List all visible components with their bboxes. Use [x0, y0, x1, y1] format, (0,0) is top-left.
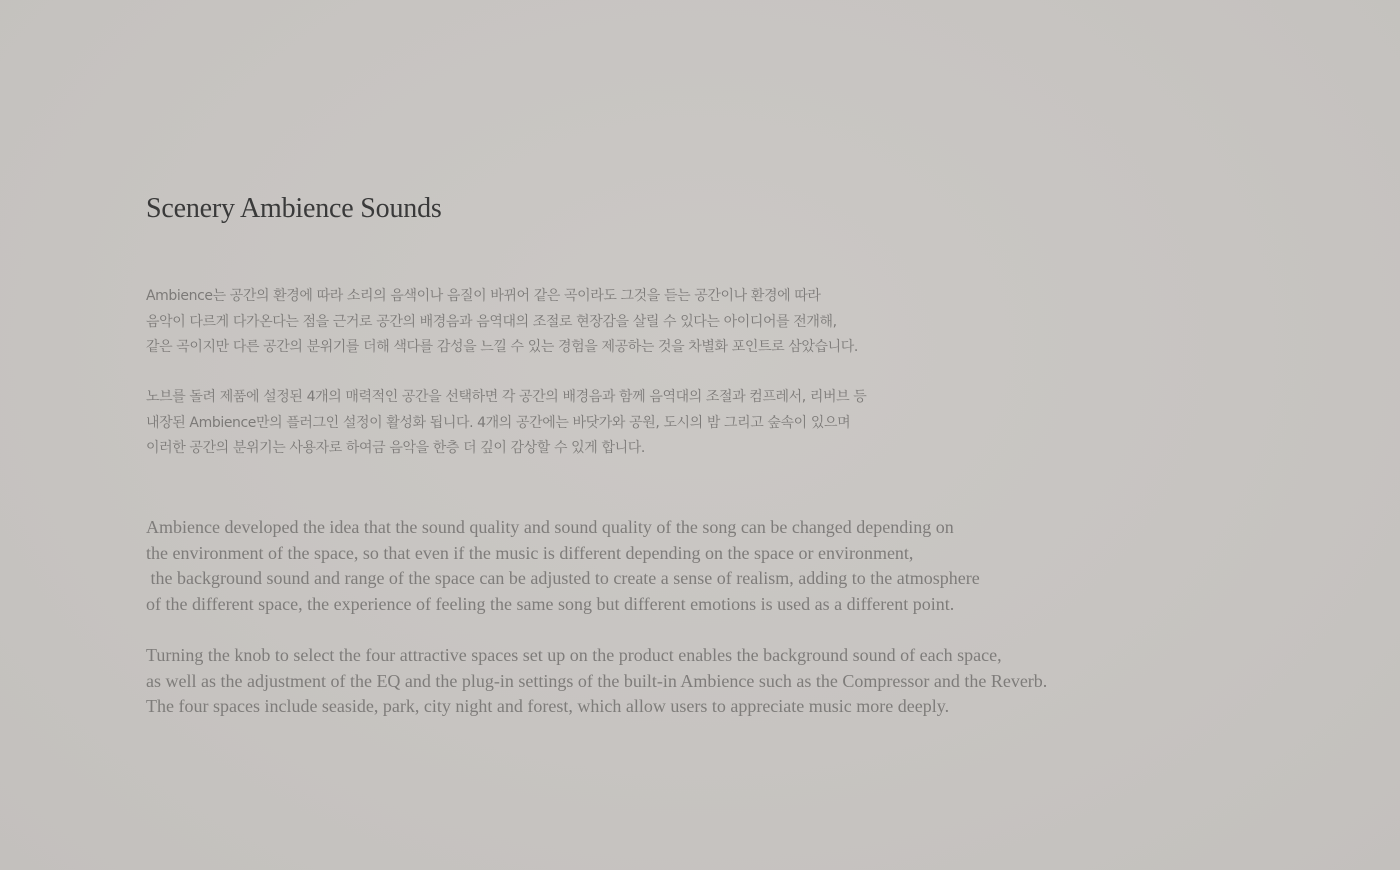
korean-paragraph-1-line: Ambience는 공간의 환경에 따라 소리의 음색이나 음질이 바뀌어 같은 곡이라도 그것을 듣는 공간이나 환경에 따라 [146, 288, 821, 304]
english-paragraph-2 [146, 643, 1246, 720]
korean-paragraph-2-line: 이러한 공간의 분위기는 사용자로 하여금 음악을 한층 더 깊이 감상할 수 있게 합니다. [146, 440, 645, 456]
korean-paragraph-1-line: 같은 곡이지만 다른 공간의 분위기를 더해 색다를 감성을 느낄 수 있는 경험을 제공하는 것을 차별화 포인트로 삼았습니다. [146, 339, 858, 355]
english-paragraph-1 [146, 515, 1246, 617]
korean-paragraph-2 [146, 385, 1146, 462]
english-paragraph-2-line: as well as the adjustment of the EQ and the plug-in settings of the built-in Ambience such as the Compressor and the Reverb. [146, 670, 1048, 691]
page-title: Scenery Ambience Sounds [146, 193, 442, 224]
korean-paragraph-1 [146, 284, 1146, 361]
english-paragraph-1-line: the background sound and range of the space can be adjusted to create a sense of realism, adding to the atmosphere [146, 568, 980, 588]
korean-paragraph-2-line: 내장된 Ambience만의 플러그인 설정이 활성화 됩니다. 4개의 공간에는 바닷가와 공원, 도시의 밤 그리고 숲속이 있으며 [146, 414, 851, 431]
english-paragraph-2-line: Turning the knob to select the four attractive spaces set up on the product enables the background sound of each space, [146, 645, 1002, 665]
korean-paragraph-1-line: 음악이 다르게 다가온다는 점을 근거로 공간의 배경음과 음역대의 조절로 현장감을 살릴 수 있다는 아이디어를 전개해, [146, 313, 837, 330]
english-paragraph-2-line: The four spaces include seaside, park, city night and forest, which allow users to appreciate music more deeply. [146, 696, 950, 716]
english-paragraph-1-line: the environment of the space, so that even if the music is different depending on the space or environment, [146, 542, 914, 563]
english-paragraph-1-line: of the different space, the experience of feeling the same song but different emotions is used as a different point. [146, 593, 955, 614]
korean-paragraph-2-line: 노브를 돌려 제품에 설정된 4개의 매력적인 공간을 선택하면 각 공간의 배경음과 함께 음역대의 조절과 컴프레서, 리버브 등 [146, 389, 867, 405]
english-paragraph-1-line: Ambience developed the idea that the sound quality and sound quality of the song can be changed depending on [146, 517, 954, 537]
